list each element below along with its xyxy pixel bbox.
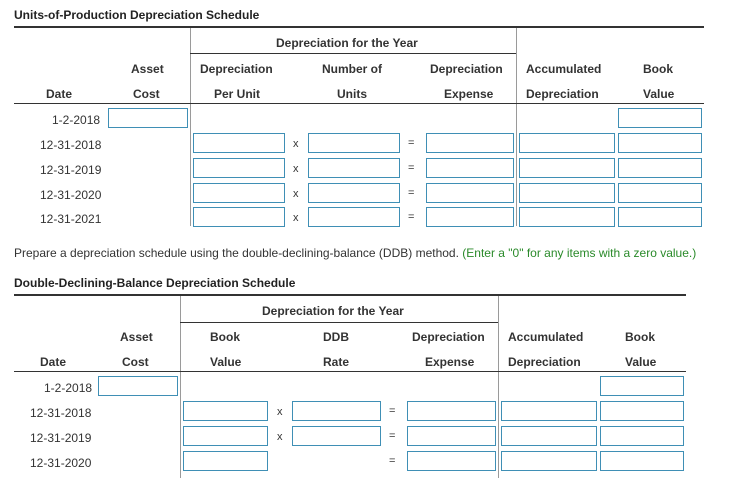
- equals-sign: =: [408, 211, 415, 223]
- ddb-header-dep: Depreciation: [412, 330, 485, 344]
- uop-header-cost: Cost: [133, 87, 160, 101]
- uop-header-dep: Depreciation: [430, 62, 503, 76]
- uop-header-accum-dep: Depreciation: [526, 87, 599, 101]
- ddb-asset-cost-input[interactable]: [98, 376, 178, 396]
- ddb-row-date: 12-31-2019: [30, 431, 92, 445]
- multiply-sign: x: [293, 163, 299, 175]
- uop-units-input[interactable]: [308, 207, 400, 227]
- uop-header-accumulated: Accumulated: [526, 62, 602, 76]
- uop-dep-per-unit-input[interactable]: [193, 207, 285, 227]
- uop-accum-dep-input[interactable]: [519, 133, 615, 153]
- uop-dep-expense-input[interactable]: [426, 207, 514, 227]
- ddb-row-date: 12-31-2020: [30, 456, 92, 470]
- uop-book-value-input[interactable]: [618, 108, 702, 128]
- instruction-main: Prepare a depreciation schedule using the double-declining-balance (DDB) method.: [14, 246, 459, 260]
- uop-header-rule: [14, 103, 704, 104]
- ddb-header-cost: Cost: [122, 355, 149, 369]
- ddb-schedule-title: Double-Declining-Balance Depreciation Schedule: [14, 276, 296, 290]
- ddb-header-expense: Expense: [425, 355, 475, 369]
- equals-sign: =: [389, 455, 396, 467]
- uop-book-value-input[interactable]: [618, 133, 702, 153]
- ddb-book-value-input[interactable]: [600, 376, 684, 396]
- uop-header-expense: Expense: [444, 87, 494, 101]
- ddb-header-rate: Rate: [323, 355, 350, 369]
- ddb-header-value2: Value: [625, 355, 657, 369]
- ddb-top-rule: [14, 294, 686, 296]
- multiply-sign: x: [293, 138, 299, 150]
- uop-accum-dep-input[interactable]: [519, 183, 615, 203]
- equals-sign: =: [408, 137, 415, 149]
- multiply-sign: x: [277, 431, 283, 443]
- ddb-book-value-input[interactable]: [600, 451, 684, 471]
- uop-group-rule: [190, 53, 516, 54]
- ddb-beg-book-value-input[interactable]: [183, 426, 268, 446]
- uop-dep-expense-input[interactable]: [426, 158, 514, 178]
- uop-divider-left: [190, 28, 191, 226]
- ddb-book-value-input[interactable]: [600, 401, 684, 421]
- ddb-header-rule: [14, 371, 686, 372]
- ddb-dep-expense-input[interactable]: [407, 401, 496, 421]
- ddb-dep-expense-input[interactable]: [407, 426, 496, 446]
- ddb-header-date: Date: [40, 355, 67, 369]
- uop-header-number-of: Number of: [322, 62, 382, 76]
- uop-dep-per-unit-input[interactable]: [193, 183, 285, 203]
- uop-header-per-unit: Per Unit: [214, 87, 261, 101]
- uop-schedule-title: Units-of-Production Depreciation Schedule: [14, 8, 260, 22]
- uop-header-depreciation: Depreciation: [200, 62, 273, 76]
- ddb-header-accum-dep: Depreciation: [508, 355, 581, 369]
- uop-top-rule: [14, 26, 704, 28]
- instruction-note: (Enter a "0" for any items with a zero value.): [462, 246, 697, 260]
- uop-units-input[interactable]: [308, 183, 400, 203]
- uop-row-date: 1-2-2018: [52, 113, 101, 127]
- ddb-rate-input[interactable]: [292, 401, 381, 421]
- uop-units-input[interactable]: [308, 158, 400, 178]
- uop-accum-dep-input[interactable]: [519, 207, 615, 227]
- multiply-sign: x: [277, 406, 283, 418]
- uop-group-header: Depreciation for the Year: [276, 36, 418, 50]
- ddb-accum-dep-input[interactable]: [501, 451, 597, 471]
- uop-header-asset: Asset: [131, 62, 164, 76]
- ddb-header-book: Book: [210, 330, 240, 344]
- ddb-header-book2: Book: [625, 330, 655, 344]
- uop-header-value: Value: [643, 87, 675, 101]
- uop-dep-per-unit-input[interactable]: [193, 158, 285, 178]
- ddb-header-accumulated: Accumulated: [508, 330, 584, 344]
- uop-dep-expense-input[interactable]: [426, 133, 514, 153]
- ddb-divider-left: [180, 296, 181, 478]
- uop-header-units: Units: [337, 87, 367, 101]
- uop-book-value-input[interactable]: [618, 207, 702, 227]
- ddb-header-ddb: DDB: [323, 330, 349, 344]
- instruction-text: [14, 246, 696, 260]
- ddb-header-book-value: Value: [210, 355, 242, 369]
- ddb-row-date: 1-2-2018: [44, 381, 93, 395]
- multiply-sign: x: [293, 212, 299, 224]
- ddb-accum-dep-input[interactable]: [501, 426, 597, 446]
- uop-book-value-input[interactable]: [618, 158, 702, 178]
- ddb-row-date: 12-31-2018: [30, 406, 92, 420]
- uop-book-value-input[interactable]: [618, 183, 702, 203]
- ddb-group-header: Depreciation for the Year: [262, 304, 404, 318]
- equals-sign: =: [408, 187, 415, 199]
- uop-units-input[interactable]: [308, 133, 400, 153]
- uop-dep-expense-input[interactable]: [426, 183, 514, 203]
- uop-row-date: 12-31-2020: [40, 188, 102, 202]
- uop-dep-per-unit-input[interactable]: [193, 133, 285, 153]
- equals-sign: =: [389, 430, 396, 442]
- uop-accum-dep-input[interactable]: [519, 158, 615, 178]
- ddb-book-value-input[interactable]: [600, 426, 684, 446]
- ddb-rate-input[interactable]: [292, 426, 381, 446]
- uop-row-date: 12-31-2021: [40, 212, 102, 226]
- ddb-dep-expense-input[interactable]: [407, 451, 496, 471]
- ddb-group-rule: [180, 322, 498, 323]
- ddb-beg-book-value-input[interactable]: [183, 401, 268, 421]
- uop-divider-right: [516, 28, 517, 226]
- uop-row-date: 12-31-2019: [40, 163, 102, 177]
- ddb-accum-dep-input[interactable]: [501, 401, 597, 421]
- uop-header-date: Date: [46, 87, 73, 101]
- equals-sign: =: [389, 405, 396, 417]
- multiply-sign: x: [293, 188, 299, 200]
- uop-header-book: Book: [643, 62, 673, 76]
- ddb-header-asset: Asset: [120, 330, 153, 344]
- ddb-beg-book-value-input[interactable]: [183, 451, 268, 471]
- ddb-divider-right: [498, 296, 499, 478]
- uop-row-date: 12-31-2018: [40, 138, 102, 152]
- uop-asset-cost-input[interactable]: [108, 108, 188, 128]
- equals-sign: =: [408, 162, 415, 174]
